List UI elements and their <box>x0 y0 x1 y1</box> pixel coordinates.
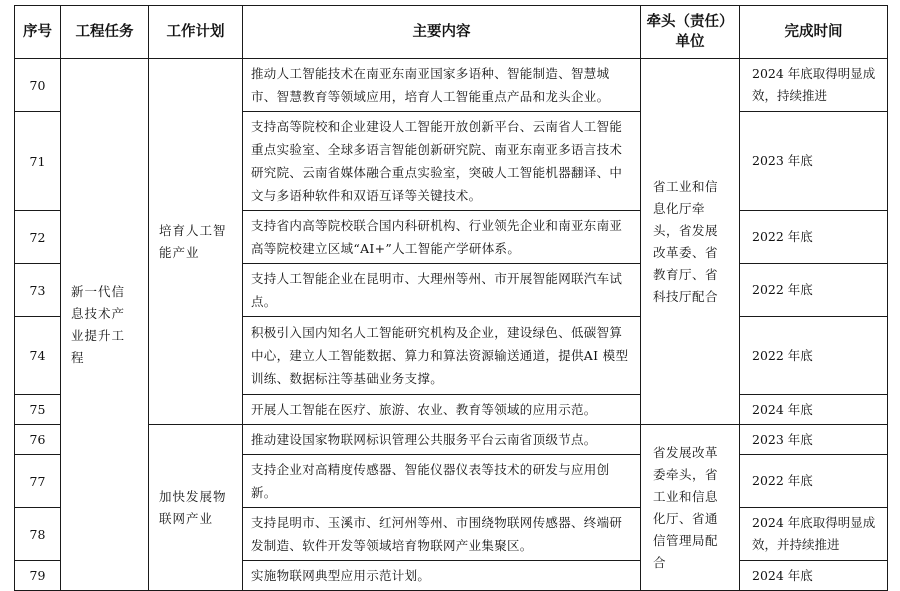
row-content: 实施物联网典型应用示范计划。 <box>243 561 641 591</box>
row-time: 2024 年底 <box>740 561 888 591</box>
row-number: 75 <box>15 395 61 425</box>
task-group-cell: 新一代信息技术产业提升工程 <box>61 59 149 591</box>
row-number: 70 <box>15 59 61 112</box>
header-time: 完成时间 <box>740 6 888 59</box>
header-lead-line2: 单位 <box>675 34 705 50</box>
header-plan: 工作计划 <box>149 6 243 59</box>
header-content: 主要内容 <box>243 6 641 59</box>
header-seq: 序号 <box>15 6 61 59</box>
row-content: 积极引入国内知名人工智能研究机构及企业，建设绿色、低碳智算中心，建立人工智能数据、算力和算法资源输送通道，提供AI 模型训练、数据标注等基础业务支撑。 <box>243 317 641 395</box>
row-content: 推动人工智能技术在南亚东南亚国家多语种、智能制造、智慧城市、智慧教育等领域应用，培育人工智能重点产品和龙头企业。 <box>243 59 641 112</box>
table-row <box>15 59 888 112</box>
row-time: 2022 年底 <box>740 211 888 264</box>
lead-group-ai: 省工业和信息化厅牵头，省发展改革委、省教育厅、省科技厅配合 <box>641 59 740 425</box>
work-plan-table <box>14 5 888 591</box>
row-content: 支持昆明市、玉溪市、红河州等州、市围绕物联网传感器、终端研发制造、软件开发等领域培育物联网产业集聚区。 <box>243 508 641 561</box>
row-number: 72 <box>15 211 61 264</box>
row-content: 支持企业对高精度传感器、智能仪器仪表等技术的研发与应用创新。 <box>243 455 641 508</box>
row-time: 2024 年底取得明显成效，并持续推进 <box>740 508 888 561</box>
header-row <box>15 6 888 59</box>
row-content: 支持人工智能企业在昆明市、大理州等州、市开展智能网联汽车试点。 <box>243 264 641 317</box>
row-time: 2022 年底 <box>740 455 888 508</box>
row-number: 73 <box>15 264 61 317</box>
row-content: 推动建设国家物联网标识管理公共服务平台云南省顶级节点。 <box>243 425 641 455</box>
header-lead-line1: 牵头（责任） <box>646 14 734 30</box>
row-content: 开展人工智能在医疗、旅游、农业、教育等领域的应用示范。 <box>243 395 641 425</box>
row-number: 78 <box>15 508 61 561</box>
row-time: 2023 年底 <box>740 112 888 211</box>
row-number: 77 <box>15 455 61 508</box>
row-time: 2022 年底 <box>740 317 888 395</box>
header-lead <box>641 6 740 59</box>
plan-group-iot: 加快发展物联网产业 <box>149 425 243 591</box>
header-task: 工程任务 <box>61 6 149 59</box>
row-time: 2024 年底 <box>740 395 888 425</box>
lead-group-iot: 省发展改革委牵头，省工业和信息化厅、省通信管理局配合 <box>641 425 740 591</box>
row-content: 支持省内高等院校联合国内科研机构、行业领先企业和南亚东南亚高等院校建立区域“AI+”人工智能产学研体系。 <box>243 211 641 264</box>
row-number: 79 <box>15 561 61 591</box>
row-time: 2024 年底取得明显成效，持续推进 <box>740 59 888 112</box>
row-time: 2022 年底 <box>740 264 888 317</box>
row-number: 76 <box>15 425 61 455</box>
plan-group-ai: 培育人工智能产业 <box>149 59 243 425</box>
row-number: 71 <box>15 112 61 211</box>
row-number: 74 <box>15 317 61 395</box>
row-content: 支持高等院校和企业建设人工智能开放创新平台、云南省人工智能重点实验室、全球多语言智能创新研究院、南亚东南亚多语言技术研究院、云南省媒体融合重点实验室，突破人工智能机器翻译、中文与多语种软件和双语互译等关键技术。 <box>243 112 641 211</box>
row-time: 2023 年底 <box>740 425 888 455</box>
